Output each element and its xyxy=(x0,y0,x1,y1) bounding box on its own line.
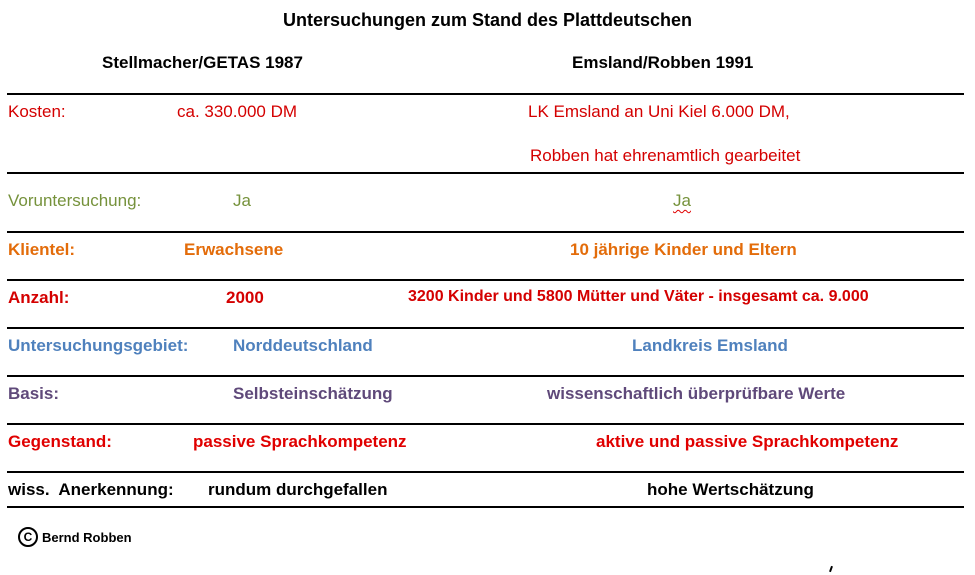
copyright-icon: C xyxy=(18,527,38,547)
header-right-study: Emsland/Robben 1991 xyxy=(572,53,754,72)
row-left-voruntersuchung: Ja xyxy=(233,191,251,210)
row-label-kosten: Kosten: xyxy=(8,102,66,121)
row-divider xyxy=(7,172,964,174)
row-label-anerkennung: wiss. Anerkennung: xyxy=(8,480,174,499)
row-left-klientel: Erwachsene xyxy=(184,240,284,259)
row-left-kosten: ca. 330.000 DM xyxy=(177,102,298,121)
row-divider xyxy=(7,279,964,281)
row-divider xyxy=(7,375,964,377)
row-divider xyxy=(7,93,964,95)
row-right-voruntersuchung: Ja xyxy=(673,191,691,210)
row-left-gegenstand: passive Sprachkompetenz xyxy=(193,432,407,451)
copyright-notice xyxy=(18,527,132,547)
row-divider xyxy=(7,423,964,425)
row-label-untersuchungsgebiet: Untersuchungsgebiet: xyxy=(8,336,189,355)
row-left-anzahl: 2000 xyxy=(226,288,264,307)
copyright-name: Bernd Robben xyxy=(42,529,132,545)
row-label-klientel: Klientel: xyxy=(8,240,76,259)
row-right-kosten: LK Emsland an Uni Kiel 6.000 DM, xyxy=(528,102,790,121)
row-left-basis: Selbsteinschätzung xyxy=(233,384,393,403)
document-title: Untersuchungen zum Stand des Plattdeutschen xyxy=(282,10,693,30)
stray-mark xyxy=(829,566,833,572)
row-right-gegenstand: aktive und passive Sprachkompetenz xyxy=(596,432,899,451)
row-label-basis: Basis: xyxy=(8,384,60,403)
row-right-basis: wissenschaftlich überprüfbare Werte xyxy=(547,384,846,403)
row-divider xyxy=(7,327,964,329)
row-left-anerkennung: rundum durchgefallen xyxy=(208,480,388,499)
row-right-kosten-note: Robben hat ehrenamtlich gearbeitet xyxy=(530,146,801,165)
row-label-voruntersuchung: Voruntersuchung: xyxy=(8,191,142,210)
header-left-study: Stellmacher/GETAS 1987 xyxy=(102,53,303,72)
row-right-klientel: 10 jährige Kinder und Eltern xyxy=(570,240,797,259)
row-divider xyxy=(7,231,964,233)
row-divider xyxy=(7,471,964,473)
row-right-anzahl: 3200 Kinder und 5800 Mütter und Väter - insgesamt ca. 9.000 xyxy=(408,288,869,305)
row-right-untersuchungsgebiet: Landkreis Emsland xyxy=(632,336,788,355)
row-left-untersuchungsgebiet: Norddeutschland xyxy=(233,336,373,355)
row-label-gegenstand: Gegenstand: xyxy=(8,432,112,451)
row-label-anzahl: Anzahl: xyxy=(8,288,70,307)
row-right-anerkennung: hohe Wertschätzung xyxy=(647,480,814,499)
row-divider xyxy=(7,506,964,508)
